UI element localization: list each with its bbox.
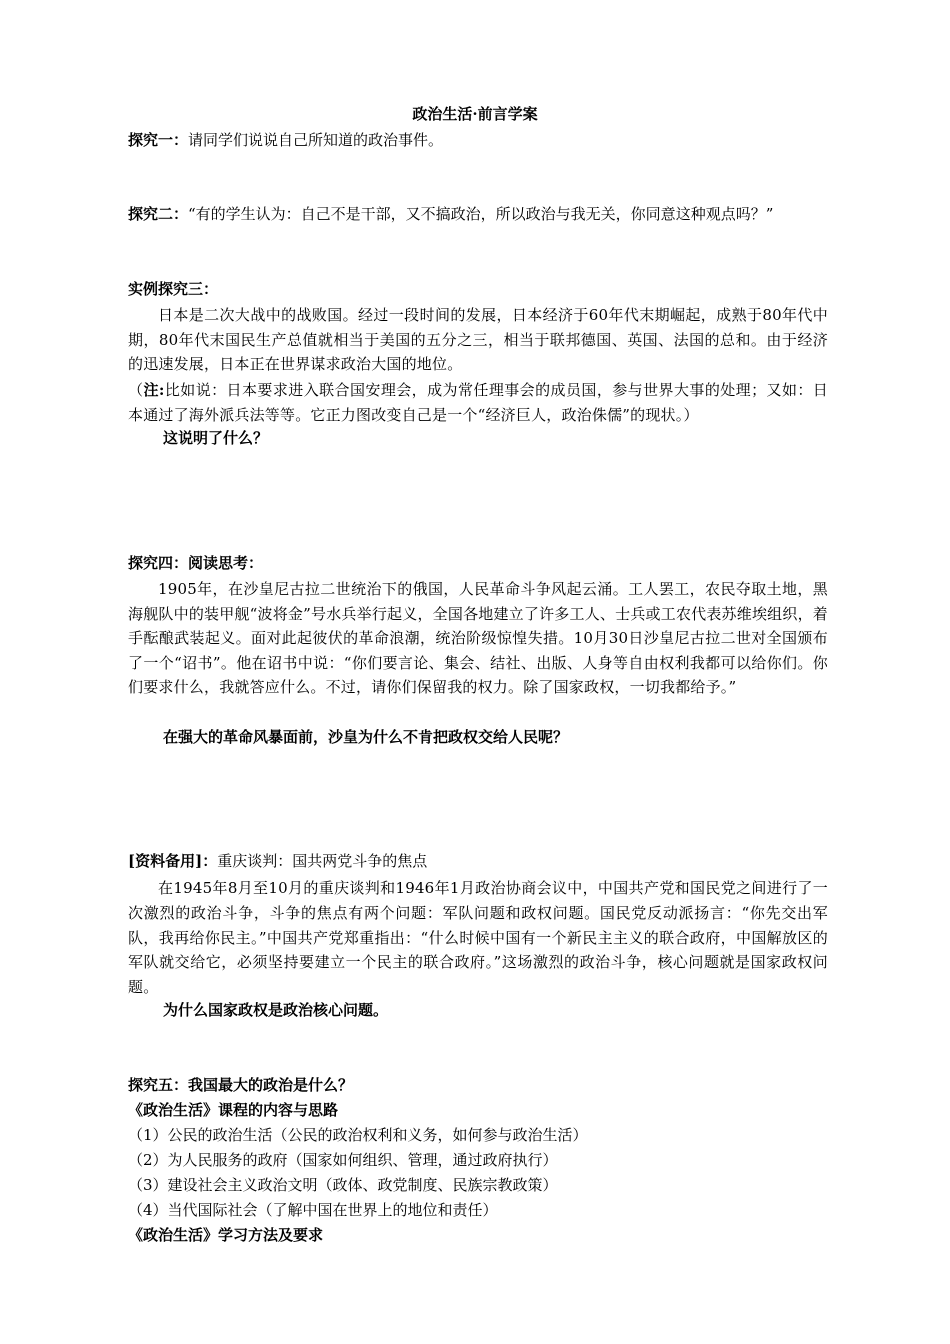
inquiry-four-heading: 探究四：阅读思考： xyxy=(128,554,264,572)
inquiry-one-text: 请同学们说说自己所知道的政治事件。 xyxy=(188,131,444,149)
inquiry-five-heading: 探究五：我国最大的政治是什么？ xyxy=(128,1076,354,1094)
inquiry-two xyxy=(128,204,828,224)
material-title: 重庆谈判：国共两党斗争的焦点 xyxy=(217,852,428,870)
inquiry-one-label: 探究一： xyxy=(128,131,189,149)
list-item: （4）当代国际社会（了解中国在世界上的地位和责任） xyxy=(128,1201,498,1219)
inquiry-two-label: 探究二： xyxy=(128,205,189,223)
page-title: 政治生活·前言学案 xyxy=(412,105,538,123)
note-label: 注: xyxy=(143,381,165,399)
inquiry-four-question: 在强大的革命风暴面前，沙皇为什么不肯把政权交给人民呢？ xyxy=(163,728,569,746)
material-question: 为什么国家政权是政治核心问题。 xyxy=(163,1001,389,1019)
inquiry-one xyxy=(128,130,828,150)
study-method-heading: 《政治生活》学习方法及要求 xyxy=(128,1226,324,1244)
note-open-paren: （ xyxy=(128,381,144,399)
list-item: （1）公民的政治生活（公民的政治权利和义务，如何参与政治生活） xyxy=(128,1126,588,1144)
material-paragraph: 在1945年8月至10月的重庆谈判和1946年1月政治协商会议中，中国共产党和国民党之间进行了一次激烈的政治斗争，斗争的焦点有两个问题：军队问题和政权问题。国民党反动派扬言：“你先交出军队，我再给你民主。”中国共产党郑重指出：“什么时候中国有一个新民主主义的联合政府，中国解放区的军队就交给它，必须坚持要建立一个民主的联合政府。”这场激烈的政治斗争，核心问题就是国家政权问题。 xyxy=(128,879,828,997)
course-content-heading: 《政治生活》课程的内容与思路 xyxy=(128,1101,339,1119)
inquiry-three-paragraph: 日本是二次大战中的战败国。经过一段时间的发展，日本经济于60年代末期崛起，成熟于80年代中期，80年代末国民生产总值就相当于美国的五分之三，相当于联邦德国、英国、法国的总和。由于经济的迅速发展，日本正在世界谋求政治大国的地位。 xyxy=(128,306,828,373)
inquiry-four-paragraph: 1905年，在沙皇尼古拉二世统治下的俄国，人民革命斗争风起云涌。工人罢工，农民夺取土地，黑海舰队中的装甲舰“波将金”号水兵举行起义，全国各地建立了许多工人、士兵或工农代表苏维埃组织，着手酝酿武装起义。面对此起彼伏的革命浪潮，统治阶级惊惶失措。10月30日沙皇尼古拉二世对全国颁布了一个“诏书”。他在诏书中说：“你们要言论、集会、结社、出版、人身等自由权利我都可以给你们。你们要求什么，我就答应什么。不过，请你们保留我的权力。除了国家政权，一切我都给予。” xyxy=(128,580,828,696)
inquiry-three-note xyxy=(128,378,828,427)
inquiry-three-question: 这说明了什么？ xyxy=(163,429,269,447)
note-text: 比如说：日本要求进入联合国安理会，成为常任理事会的成员国，参与世界大事的处理；又如：日本通过了海外派兵法等等。它正力图改变自己是一个“经济巨人，政治侏儒”的现状。） xyxy=(128,381,829,424)
material-label: [资料备用]： xyxy=(128,852,218,870)
list-item: （2）为人民服务的政府（国家如何组织、管理，通过政府执行） xyxy=(128,1151,558,1169)
inquiry-two-text: “有的学生认为：自己不是干部，又不搞政治，所以政治与我无关，你同意这种观点吗？” xyxy=(188,205,774,223)
material-heading xyxy=(128,851,828,871)
inquiry-three-heading: 实例探究三： xyxy=(128,280,219,298)
list-item: （3）建设社会主义政治文明（政体、政党制度、民族宗教政策） xyxy=(128,1176,558,1194)
